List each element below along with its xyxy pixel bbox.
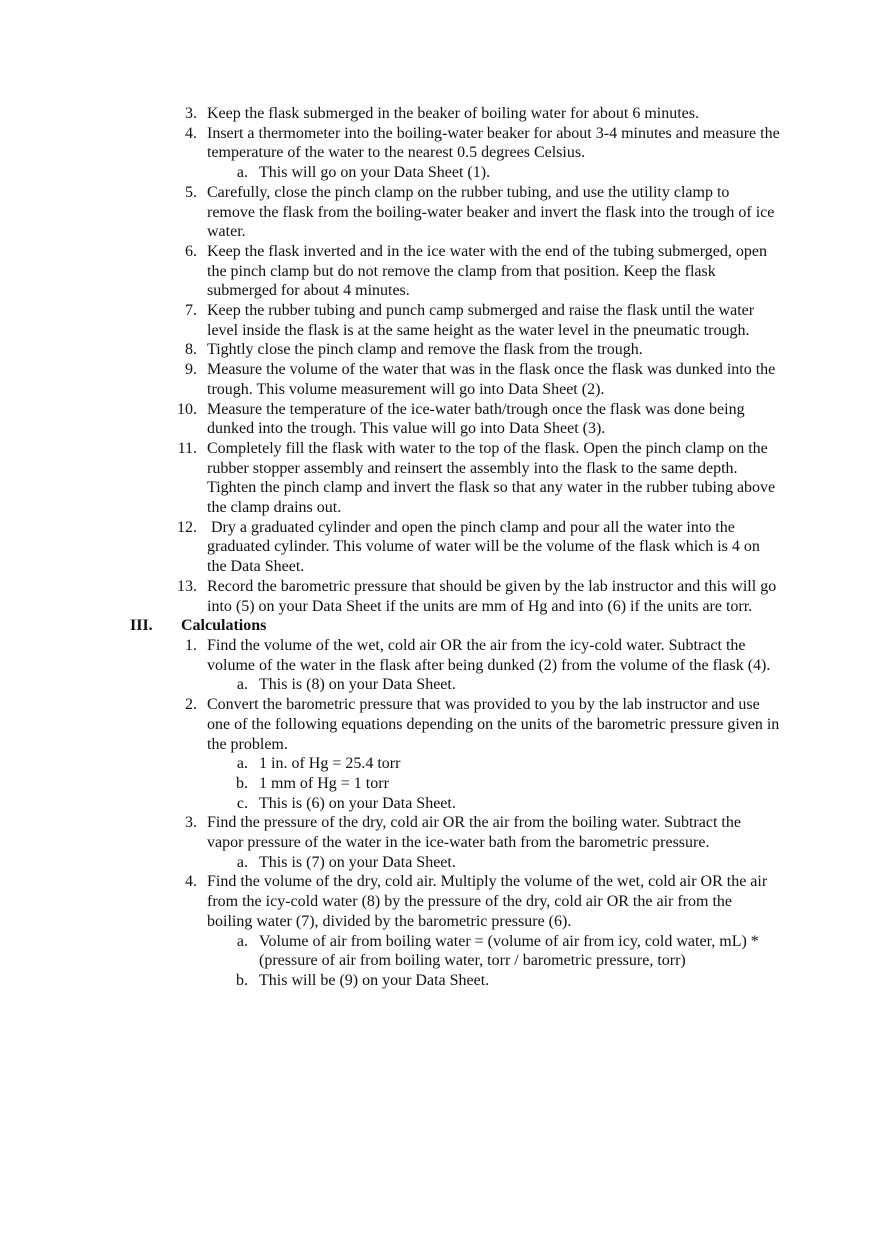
list-number: 1. xyxy=(185,636,197,654)
section-title: Calculations xyxy=(181,617,267,635)
list-text: This is (7) on your Data Sheet. xyxy=(259,853,456,871)
section-heading xyxy=(130,616,780,636)
procedure-step xyxy=(130,400,780,439)
procedure-step xyxy=(130,577,780,616)
list-number: 7. xyxy=(185,302,197,320)
list-text: This is (8) on your Data Sheet. xyxy=(259,676,456,694)
calculation-substep xyxy=(130,794,780,814)
list-letter: c. xyxy=(236,794,248,812)
calculation-step xyxy=(130,872,780,931)
list-text: Carefully, close the pinch clamp on the rubber tubing, and use the utility clamp to remove the flask from the boiling-water beaker and invert the flask into the trough of ice water. xyxy=(207,183,775,241)
list-number: 3. xyxy=(185,105,197,122)
calculation-substep xyxy=(130,675,780,695)
list-letter: a. xyxy=(236,932,248,950)
list-text: Record the barometric pressure that should be given by the lab instructor and this will go into (5) on your Data Sheet if the units are mm of Hg and into (6) if the units are torr. xyxy=(207,577,777,615)
list-letter: b. xyxy=(236,774,248,792)
list-number: 5. xyxy=(185,183,197,201)
list-number: 4. xyxy=(185,124,197,142)
list-letter: a. xyxy=(236,676,248,694)
procedure-step xyxy=(130,301,780,340)
list-text: Find the volume of the dry, cold air. Multiply the volume of the wet, cold air OR the air from the icy-cold water (8) by the pressure of the dry, cold air OR the air from the boiling water (7), divided by the barometric pressure (6). xyxy=(207,873,768,930)
list-text: Keep the flask inverted and in the ice water with the end of the tubing submerged, open the pinch clamp but do not remove the clamp from that position. Keep the flask submerged for about 4 minutes. xyxy=(207,242,767,300)
calculation-step xyxy=(130,813,780,852)
list-number: 9. xyxy=(185,361,197,379)
list-letter: b. xyxy=(236,971,248,989)
list-text: This will be (9) on your Data Sheet. xyxy=(259,971,490,989)
procedure-step xyxy=(130,518,780,577)
procedure-step xyxy=(130,183,780,242)
calculation-substep xyxy=(130,932,780,971)
calculation-step xyxy=(130,636,780,675)
list-number: 8. xyxy=(185,341,197,359)
list-text: Find the pressure of the dry, cold air OR the air from the boiling water. Subtract the vapor pressure of the water in the ice-water bath from the barometric pressure. xyxy=(207,814,741,852)
page-content xyxy=(130,104,780,991)
list-text: Completely fill the flask with water to the top of the flask. Open the pinch clamp on the rubber stopper assembly and reinsert the assembly into the flask to the same depth. Tighten the pinch clamp and invert the flask so that any water in the rubber tubing above the clamp drains out. xyxy=(207,439,776,517)
list-letter: a. xyxy=(236,164,248,182)
list-number: 6. xyxy=(185,242,197,260)
list-text: Insert a thermometer into the boiling-water beaker for about 3-4 minutes and measure the temperature of the water to the nearest 0.5 degrees Celsius. xyxy=(207,124,780,162)
procedure-substep xyxy=(130,163,780,183)
calculation-substep xyxy=(130,774,780,794)
calculation-substep xyxy=(130,754,780,774)
list-number: 2. xyxy=(185,696,197,714)
list-text: Measure the temperature of the ice-water bath/trough once the flask was done being dunked into the trough. This value will go into Data Sheet (3). xyxy=(207,400,745,438)
list-text: Dry a graduated cylinder and open the pinch clamp and pour all the water into the graduated cylinder. This volume of water will be the volume of the flask which is 4 on the Data Sheet. xyxy=(207,518,760,576)
list-letter: a. xyxy=(236,755,248,773)
procedure-step xyxy=(130,124,780,163)
list-letter: a. xyxy=(236,853,248,871)
list-text: 1 in. of Hg = 25.4 torr xyxy=(259,755,401,773)
list-number: 12. xyxy=(177,518,197,536)
calculation-substep xyxy=(130,853,780,873)
procedure-step xyxy=(130,439,780,518)
list-number: 3. xyxy=(185,814,197,832)
procedure-step xyxy=(130,242,780,301)
list-text: Measure the volume of the water that was in the flask once the flask was dunked into the trough. This volume measurement will go into Data Sheet (2). xyxy=(207,361,776,398)
procedure-step xyxy=(130,340,780,360)
procedure-step xyxy=(130,360,780,399)
list-text: Tightly close the pinch clamp and remove the flask from the trough. xyxy=(207,341,643,359)
list-text: Keep the rubber tubing and punch camp submerged and raise the flask until the water level inside the flask is at the same height as the water level in the pneumatic trough. xyxy=(207,302,755,339)
list-number: 4. xyxy=(185,873,197,891)
procedure-step xyxy=(130,104,780,124)
list-text: Keep the flask submerged in the beaker of boiling water for about 6 minutes. xyxy=(207,105,700,122)
list-text: Convert the barometric pressure that was provided to you by the lab instructor and use one of the following equations depending on the units of the barometric pressure given in the problem. xyxy=(207,696,780,753)
list-text: This will go on your Data Sheet (1). xyxy=(259,164,491,182)
list-number: 13. xyxy=(177,577,197,595)
list-text: 1 mm of Hg = 1 torr xyxy=(259,774,389,792)
calculation-substep xyxy=(130,971,780,991)
list-number: 10. xyxy=(177,400,197,418)
list-number: 11. xyxy=(177,439,197,457)
section-number: III. xyxy=(130,617,153,635)
list-text: This is (6) on your Data Sheet. xyxy=(259,794,456,812)
list-text: Find the volume of the wet, cold air OR the air from the icy-cold water. Subtract the volume of the water in the flask after being dunked (2) from the volume of the flask (4). xyxy=(207,636,771,674)
list-text: Volume of air from boiling water = (volume of air from icy, cold water, mL) * (pressure of air from boiling water, torr / barometric pressure, torr) xyxy=(259,932,759,970)
calculation-step xyxy=(130,695,780,754)
